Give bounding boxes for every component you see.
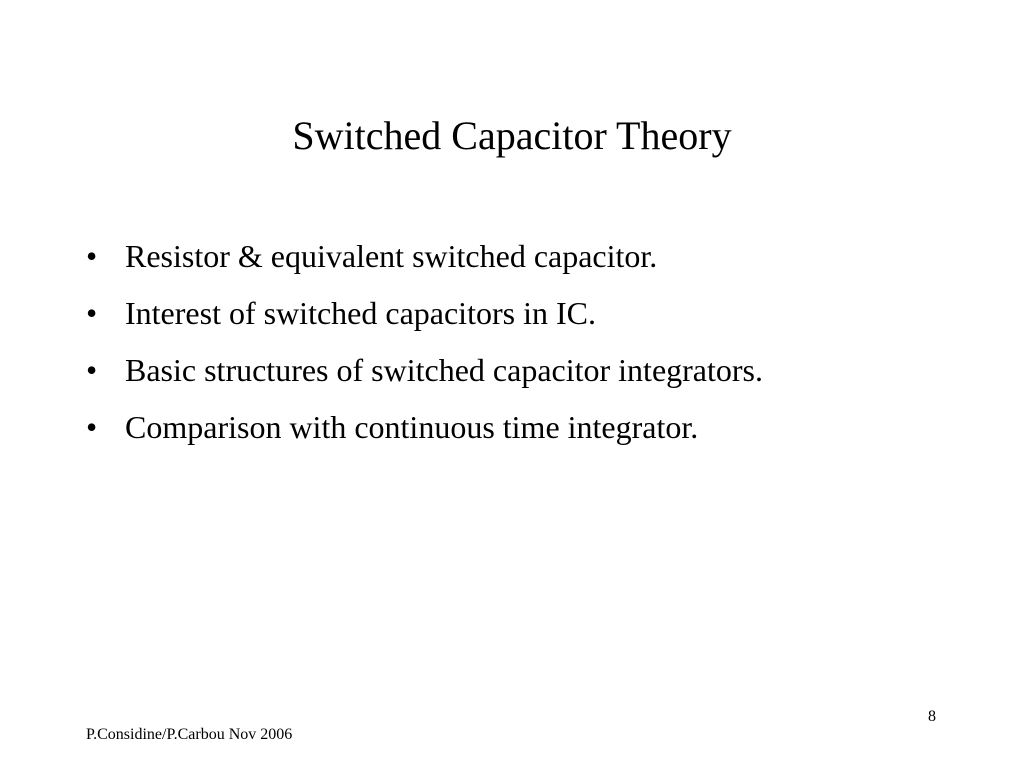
page-number: 8 [928,708,936,725]
bullet-text: Comparison with continuous time integrator. [125,409,699,445]
bullet-text: Basic structures of switched capacitor integrators. [125,352,763,388]
bullet-text: Resistor & equivalent switched capacitor. [125,238,658,274]
bullet-item [82,399,982,456]
bullet-icon: • [86,352,98,388]
bullet-icon: • [86,295,98,331]
bullet-item [82,228,982,285]
bullet-item [82,342,982,399]
bullet-text: Interest of switched capacitors in IC. [125,295,596,331]
bullet-list [82,228,982,456]
bullet-icon: • [86,238,98,274]
slide-title: Switched Capacitor Theory [292,113,732,158]
footer-author-date: P.Considine/P.Carbou Nov 2006 [86,726,293,743]
bullet-icon: • [86,409,98,445]
bullet-item [82,285,982,342]
